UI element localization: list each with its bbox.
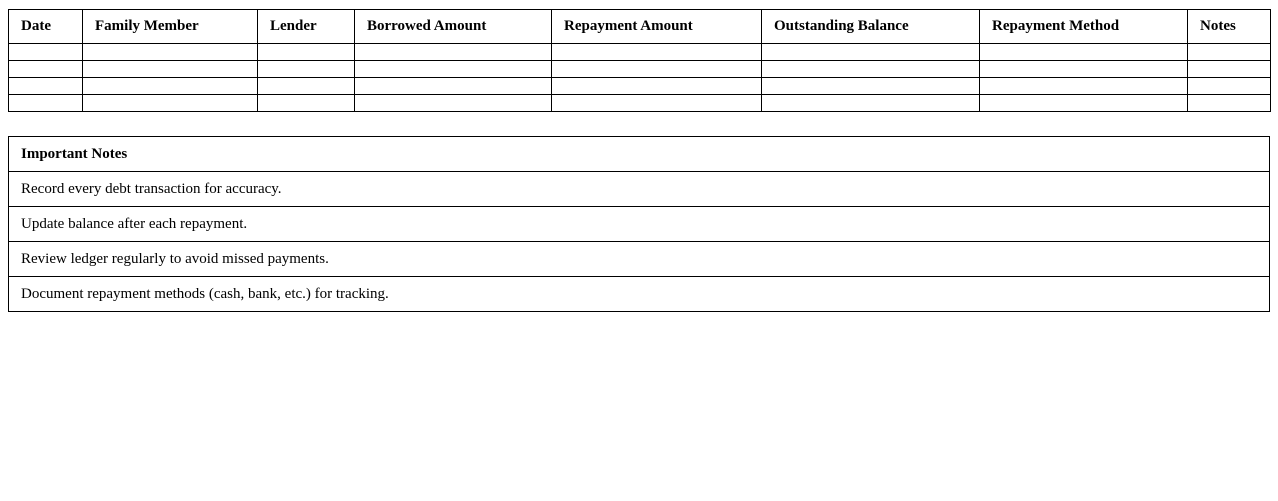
notes-header-row (9, 137, 1270, 172)
table-cell[interactable] (762, 44, 980, 61)
column-header-repayment-amount: Repayment Amount (552, 10, 762, 44)
table-cell[interactable] (552, 61, 762, 78)
table-row (9, 95, 1271, 112)
column-header-borrowed-amount: Borrowed Amount (355, 10, 552, 44)
table-cell[interactable] (980, 95, 1188, 112)
table-cell[interactable] (83, 61, 258, 78)
table-cell[interactable] (1188, 44, 1271, 61)
table-cell[interactable] (552, 44, 762, 61)
column-header-lender: Lender (258, 10, 355, 44)
table-cell[interactable] (980, 44, 1188, 61)
column-header-notes: Notes (1188, 10, 1271, 44)
ledger-header-row (9, 10, 1271, 44)
table-cell[interactable] (355, 44, 552, 61)
table-cell[interactable] (83, 95, 258, 112)
table-row (9, 78, 1271, 95)
table-cell[interactable] (9, 95, 83, 112)
table-cell[interactable] (762, 95, 980, 112)
table-cell[interactable] (1188, 95, 1271, 112)
list-item (9, 172, 1270, 207)
note-text: Update balance after each repayment. (9, 207, 1270, 242)
table-cell[interactable] (762, 78, 980, 95)
table-cell[interactable] (552, 95, 762, 112)
list-item (9, 207, 1270, 242)
notes-title: Important Notes (9, 137, 1270, 172)
table-cell[interactable] (9, 44, 83, 61)
note-text: Review ledger regularly to avoid missed payments. (9, 242, 1270, 277)
column-header-date: Date (9, 10, 83, 44)
table-cell[interactable] (258, 95, 355, 112)
list-item (9, 277, 1270, 312)
note-text: Record every debt transaction for accuracy. (9, 172, 1270, 207)
column-header-repayment-method: Repayment Method (980, 10, 1188, 44)
table-cell[interactable] (762, 61, 980, 78)
table-cell[interactable] (9, 78, 83, 95)
note-text: Document repayment methods (cash, bank, etc.) for tracking. (9, 277, 1270, 312)
table-cell[interactable] (258, 78, 355, 95)
table-cell[interactable] (980, 78, 1188, 95)
debt-ledger-table (8, 9, 1271, 112)
table-cell[interactable] (355, 95, 552, 112)
table-cell[interactable] (355, 78, 552, 95)
table-cell[interactable] (258, 61, 355, 78)
column-header-outstanding-balance: Outstanding Balance (762, 10, 980, 44)
table-cell[interactable] (83, 78, 258, 95)
table-row (9, 44, 1271, 61)
table-cell[interactable] (258, 44, 355, 61)
table-cell[interactable] (355, 61, 552, 78)
table-cell[interactable] (1188, 78, 1271, 95)
table-cell[interactable] (1188, 61, 1271, 78)
table-cell[interactable] (83, 44, 258, 61)
table-cell[interactable] (980, 61, 1188, 78)
table-cell[interactable] (552, 78, 762, 95)
important-notes-table (8, 136, 1270, 312)
table-row (9, 61, 1271, 78)
column-header-family-member: Family Member (83, 10, 258, 44)
table-cell[interactable] (9, 61, 83, 78)
list-item (9, 242, 1270, 277)
